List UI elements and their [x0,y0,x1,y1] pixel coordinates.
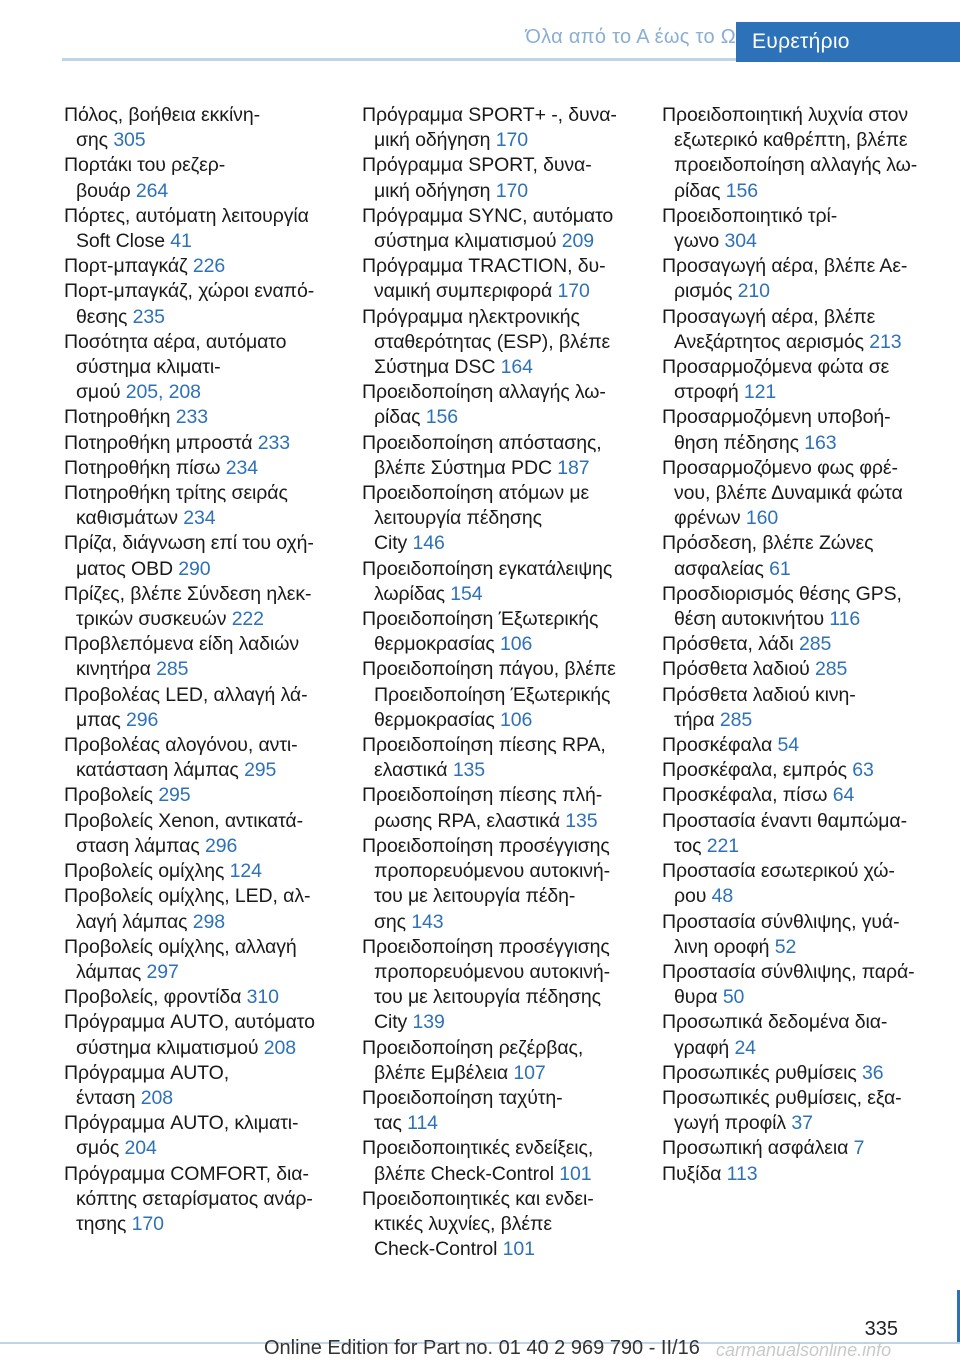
index-term: Ποτηροθήκη μπροστά [64,431,253,454]
page-reference-link[interactable]: 64 [832,784,855,807]
index-entry [662,809,952,859]
index-term: Προσκέφαλα, πίσω [662,784,828,807]
index-entry [362,1136,652,1186]
index-term: Προβολείς, φροντίδα [64,986,242,1009]
page-reference-link[interactable]: 170 [131,1212,164,1235]
page-reference-link[interactable]: 264 [135,179,169,202]
index-entry [64,1010,354,1060]
index-term: Πυξίδα [662,1162,722,1185]
index-term: Προειδοποίηση προσέγγισης προπορευόμενου αυτοκινή- του με λειτουργία πέδη- σης [362,834,611,933]
index-entry [64,1162,354,1238]
index-entry [64,153,354,203]
index-entry [362,783,652,833]
index-term: Προσαρμοζόμενα φώτα σε στροφή [662,356,890,404]
page-reference-link[interactable]: 139 [412,1011,445,1034]
index-term: Προειδοποιητικό τρί- γωνο [662,204,838,253]
index-entry [64,859,354,884]
page-reference-link[interactable]: 285 [156,658,189,681]
index-entry [362,607,652,657]
page-reference-link[interactable]: 63 [852,759,874,782]
index-entry [64,254,354,279]
index-entry [662,103,952,204]
index-term: Προειδοποιητικές και ενδει- κτικές λυχνίες, βλέπε Check-Control [362,1187,594,1261]
index-entry [64,456,354,481]
page-reference-link[interactable]: 106 [500,708,533,731]
page-reference-link[interactable]: 48 [711,885,734,908]
index-term: Προσαγωγή αέρα, βλέπε Αε- ρισμός [662,255,908,303]
index-entry [662,632,952,657]
index-entry [662,1010,952,1060]
page-reference-link[interactable]: 61 [769,557,791,580]
index-term: Πρόγραμμα SPORT+ -, δυνα- μική οδήγηση [362,104,617,152]
index-entry [64,783,354,808]
page-reference-link[interactable]: 164 [500,356,533,379]
index-entry [662,859,952,909]
index-term: Ποτηροθήκη πίσω [64,456,221,479]
page-reference-link[interactable]: 156 [425,406,459,429]
index-entry [662,405,952,455]
page-reference-link[interactable]: 37 [791,1112,813,1135]
index-entry [64,884,354,934]
index-term: Προβολείς ομίχλης, αλλαγή λάμπας [64,935,297,983]
index-term: Πόλος, βοήθεια εκκίνη- σης [64,104,260,152]
page-reference-link[interactable]: 285 [798,633,832,656]
page-reference-link[interactable]: 226 [192,255,226,278]
index-entry [662,657,952,682]
index-entry [662,531,952,581]
index-term: Προειδοποίηση πίεσης RPA, ελαστικά [362,734,606,782]
index-entry [362,935,652,1036]
page-reference-link[interactable]: 310 [246,986,279,1009]
index-term: Προειδοποίηση προσέγγισης προπορευόμενου αυτοκινή- του με λειτουργία πέδησης City [362,935,611,1034]
index-term: Πορτ-μπαγκάζ [64,255,188,278]
index-entry [662,960,952,1010]
index-entry [64,405,354,430]
index-term: Ποτηροθήκη τρίτης σειράς καθισμάτων [64,482,288,530]
index-entry [662,758,952,783]
index-term: Πρόγραμμα AUTO, ένταση [64,1061,230,1109]
page-reference-link[interactable]: 135 [565,809,598,832]
page-reference-link[interactable]: 114 [407,1112,438,1135]
page-reference-link[interactable]: 208 [140,1086,174,1109]
index-entry [362,834,652,935]
page-reference-link[interactable]: 298 [192,910,226,933]
index-column-2 [362,103,652,1262]
index-term: Προβολείς Xenon, αντικατά- σταση λάμπας [64,809,303,857]
index-entry [362,557,652,607]
page-reference-link[interactable]: 107 [513,1061,546,1084]
index-term: Προειδοποιητικές ενδείξεις, βλέπε Check-Control [362,1137,594,1185]
page-reference-link[interactable]: 170 [495,179,528,202]
page-reference-link[interactable]: 295 [244,759,277,782]
index-entry [64,935,354,985]
page-reference-link[interactable]: 285 [814,658,848,681]
index-entry [662,1086,952,1136]
page-reference-link[interactable]: 210 [737,280,770,303]
page-reference-link[interactable]: 113 [726,1162,758,1185]
index-entry [662,204,952,254]
page-reference-link[interactable]: 235 [132,305,165,328]
page-reference-link[interactable]: 135 [452,759,486,782]
index-term: Πρόσδεση, βλέπε Ζώνες ασφαλείας [662,532,874,580]
index-term: Προσωπικά δεδομένα δια- γραφή [662,1011,888,1059]
index-term: Πρόγραμμα SYNC, αυτόματο σύστημα κλιματισμού [362,204,614,253]
page-reference-link[interactable]: 285 [719,708,753,731]
index-term: Προσκέφαλα [662,734,773,757]
page-reference-link[interactable]: 234 [183,507,216,530]
index-term: Προειδοποίηση Έξωτερικής θερμοκρασίας [362,608,599,656]
index-entry [662,355,952,405]
page-reference-link[interactable]: 296 [204,834,238,857]
index-entry [64,103,354,153]
index-term: Προειδοποίηση πάγου, βλέπε Προειδοποίηση Έξωτερικής θερμοκρασίας [362,658,616,731]
page-reference-link[interactable]: 7 [853,1137,865,1160]
page-reference-link[interactable]: 213 [869,330,902,353]
index-term: Προβολείς ομίχλης [64,860,225,883]
page-reference-link[interactable]: 304 [724,230,757,253]
index-term: Πόρτες, αυτόματη λειτουργία Soft Close [64,204,309,253]
page-reference-link[interactable]: 124 [229,860,262,883]
index-term: Προβλεπόμενα είδη λαδιών κινητήρα [64,633,299,681]
index-term: Προστασία σύνθλιψης, παρά- θυρα [662,960,915,1009]
page-reference-link[interactable]: 209 [561,230,595,253]
index-term: Πορτ-μπαγκάζ, χώροι εναπό- θεσης [64,280,315,328]
index-entry [64,1111,354,1161]
page-reference-link[interactable]: 156 [725,179,759,202]
chapter-tab [736,22,960,62]
index-term: Ποτηροθήκη [64,406,171,429]
page-reference-link[interactable]: 208 [263,1036,297,1059]
index-entry [64,481,354,531]
index-entry [362,481,652,557]
page-reference-link[interactable]: 222 [231,608,264,631]
index-entry [362,305,652,381]
index-column-1 [64,103,354,1237]
index-entry [362,153,652,203]
page-reference-link[interactable]: 154 [450,582,483,605]
index-term: Προβολέας LED, αλλαγή λά- μπας [64,683,308,731]
page-reference-link[interactable]: 305 [113,129,146,152]
page-reference-link[interactable]: 50 [722,986,745,1009]
index-term: Πρίζες, βλέπε Σύνδεση ηλεκ- τρικών συσκευών [64,582,312,631]
watermark: carmanualsonline.info [716,1340,892,1360]
index-term: Πρόγραμμα SPORT, δυνα- μική οδήγηση [362,154,592,202]
index-entry [362,733,652,783]
page-reference-link[interactable]: 54 [777,734,799,757]
index-term: Προσαρμοζόμενο φως φρέ- νου, βλέπε Δυναμικά φώτα φρένων [662,456,903,530]
page-number: 335 [864,1318,898,1340]
index-term: Πρόσθετα, λάδι [662,633,794,656]
index-entry [362,1187,652,1263]
index-term: Πρόγραμμα TRACTION, δυ- ναμική συμπεριφορά [362,255,606,303]
page-reference-link[interactable]: 163 [804,431,837,454]
index-entry [362,1086,652,1136]
index-term: Προβολείς ομίχλης, LED, αλ- λαγή λάμπας [64,885,311,933]
index-term: Πρόγραμμα AUTO, αυτόματο σύστημα κλιματισμού [64,1011,315,1059]
index-term: Προειδοποίηση πίεσης πλή- ρωσης RPA, ελαστικά [362,784,603,832]
page-reference-link[interactable]: 146 [412,532,445,555]
page-reference-link[interactable]: 101 [559,1162,592,1185]
index-entry [64,809,354,859]
index-entry [64,733,354,783]
index-term: Πορτάκι του ρεζερ- βουάρ [64,154,226,202]
index-entry [662,305,952,355]
index-entry [662,254,952,304]
index-entry [64,582,354,632]
index-entry [362,254,652,304]
index-entry [64,330,354,406]
index-term: Προειδοποίηση ταχύτη- τας [362,1086,563,1135]
index-term: Πρόγραμμα COMFORT, δια- κόπτης σεταρίσματος ανάρ- τησης [64,1162,313,1235]
page-reference-link[interactable]: 24 [734,1036,756,1059]
page-reference-link[interactable]: 233 [175,406,208,429]
page-reference-link[interactable]: 290 [178,557,211,580]
index-entry [662,456,952,532]
index-term: Προσκέφαλα, εμπρός [662,759,847,782]
index-term: Πρόσθετα λαδιού κινη- τήρα [662,683,856,731]
page-reference-link[interactable]: 101 [502,1238,535,1261]
index-term: Προσαρμοζόμενη υποβοή- θηση πέδησης [662,406,891,454]
index-entry [662,1061,952,1086]
index-entry [362,1036,652,1086]
index-term: Ποσότητα αέρα, αυτόματο σύστημα κλιματι- σμού [64,330,287,404]
index-entry [362,431,652,481]
index-term: Προστασία εσωτερικού χώ- ρου [662,860,895,908]
index-term: Προσαγωγή αέρα, βλέπε Ανεξάρτητος αερισμός [662,305,876,353]
page-reference-link[interactable]: 116 [829,608,861,631]
index-term: Προσωπικές ρυθμίσεις [662,1061,857,1084]
index-entry [64,1061,354,1111]
page-header [0,0,960,62]
index-entry [662,1162,952,1187]
index-term: Προστασία έναντι θαμπώμα- τος [662,809,907,857]
index-entry [662,910,952,960]
page-reference-link[interactable]: 297 [146,960,179,983]
page-reference-link[interactable]: 143 [411,910,444,933]
page-reference-link[interactable]: 234 [225,456,258,479]
index-entry [662,783,952,808]
page-reference-link[interactable]: 160 [745,507,779,530]
page-reference-link[interactable]: 36 [862,1061,884,1084]
page-reference-link[interactable]: 170 [557,280,590,303]
index-entry [662,683,952,733]
index-entry [362,657,652,733]
index-term: Προβολείς [64,784,153,807]
index-term: Προειδοποίηση ατόμων με λειτουργία πέδησης City [362,482,590,555]
index-term: Πρόσθετα λαδιού [662,658,810,681]
index-entry [64,683,354,733]
index-term: Προστασία σύνθλιψης, γυά- λινη οροφή [662,910,900,958]
edition-footer: Online Edition for Part no. 01 40 2 969 790 - II/16 [264,1337,700,1359]
page-reference-link[interactable]: 295 [158,784,191,807]
index-term: Πρίζα, διάγνωση επί του οχή- ματος OBD [64,532,314,580]
page-reference-link[interactable]: 187 [557,456,590,479]
index-term: Προσωπικές ρυθμίσεις, εξα- γωγή προφίλ [662,1086,902,1135]
index-entry [662,1136,952,1161]
index-entry [64,632,354,682]
page-reference-link[interactable]: 205, 208 [125,381,201,404]
page-reference-link[interactable]: 221 [706,834,739,857]
index-term: Προειδοποίηση αλλαγής λω- ρίδας [362,381,606,429]
page-reference-link[interactable]: 121 [743,381,777,404]
index-entry [362,204,652,254]
index-term: Προειδοποιητική λυχνία στον εξωτερικό καθρέπτη, βλέπε προειδοποίηση αλλαγής λω- ρίδας [662,104,918,202]
index-entry [64,204,354,254]
page-reference-link[interactable]: 41 [170,230,192,253]
section-title: Όλα από το Α έως το Ω [525,26,736,48]
chapter-title: Ευρετήριο [752,30,850,53]
index-entry [362,103,652,153]
index-term: Πρόγραμμα AUTO, κλιματι- σμός [64,1112,299,1160]
index-entry [64,279,354,329]
index-term: Προειδοποίηση απόστασης, βλέπε Σύστημα PDC [362,431,602,479]
page-reference-link[interactable]: 204 [124,1137,157,1160]
index-entry [64,531,354,581]
index-entry [64,431,354,456]
page-reference-link[interactable]: 106 [500,633,533,656]
index-term: Προβολέας αλογόνου, αντι- κατάσταση λάμπας [64,734,298,782]
index-term: Πρόγραμμα ηλεκτρονικής σταθερότητας (ESP), βλέπε Σύστημα DSC [362,305,611,379]
page-reference-link[interactable]: 296 [126,708,159,731]
index-column-3 [662,103,952,1187]
page-reference-link[interactable]: 233 [257,431,290,454]
index-entry [362,380,652,430]
index-term: Προειδοποίηση ρεζέρβας, βλέπε Εμβέλεια [362,1036,584,1084]
page-reference-link[interactable]: 52 [774,935,797,958]
index-entry [662,582,952,632]
index-entry [64,985,354,1010]
index-entry [662,733,952,758]
index-term: Προειδοποίηση εγκατάλειψης λωρίδας [362,557,613,605]
index-term: Προσδιορισμός θέσης GPS, θέση αυτοκινήτου [662,582,902,631]
index-term: Προσωπική ασφάλεια [662,1137,849,1160]
page-reference-link[interactable]: 170 [495,129,528,152]
